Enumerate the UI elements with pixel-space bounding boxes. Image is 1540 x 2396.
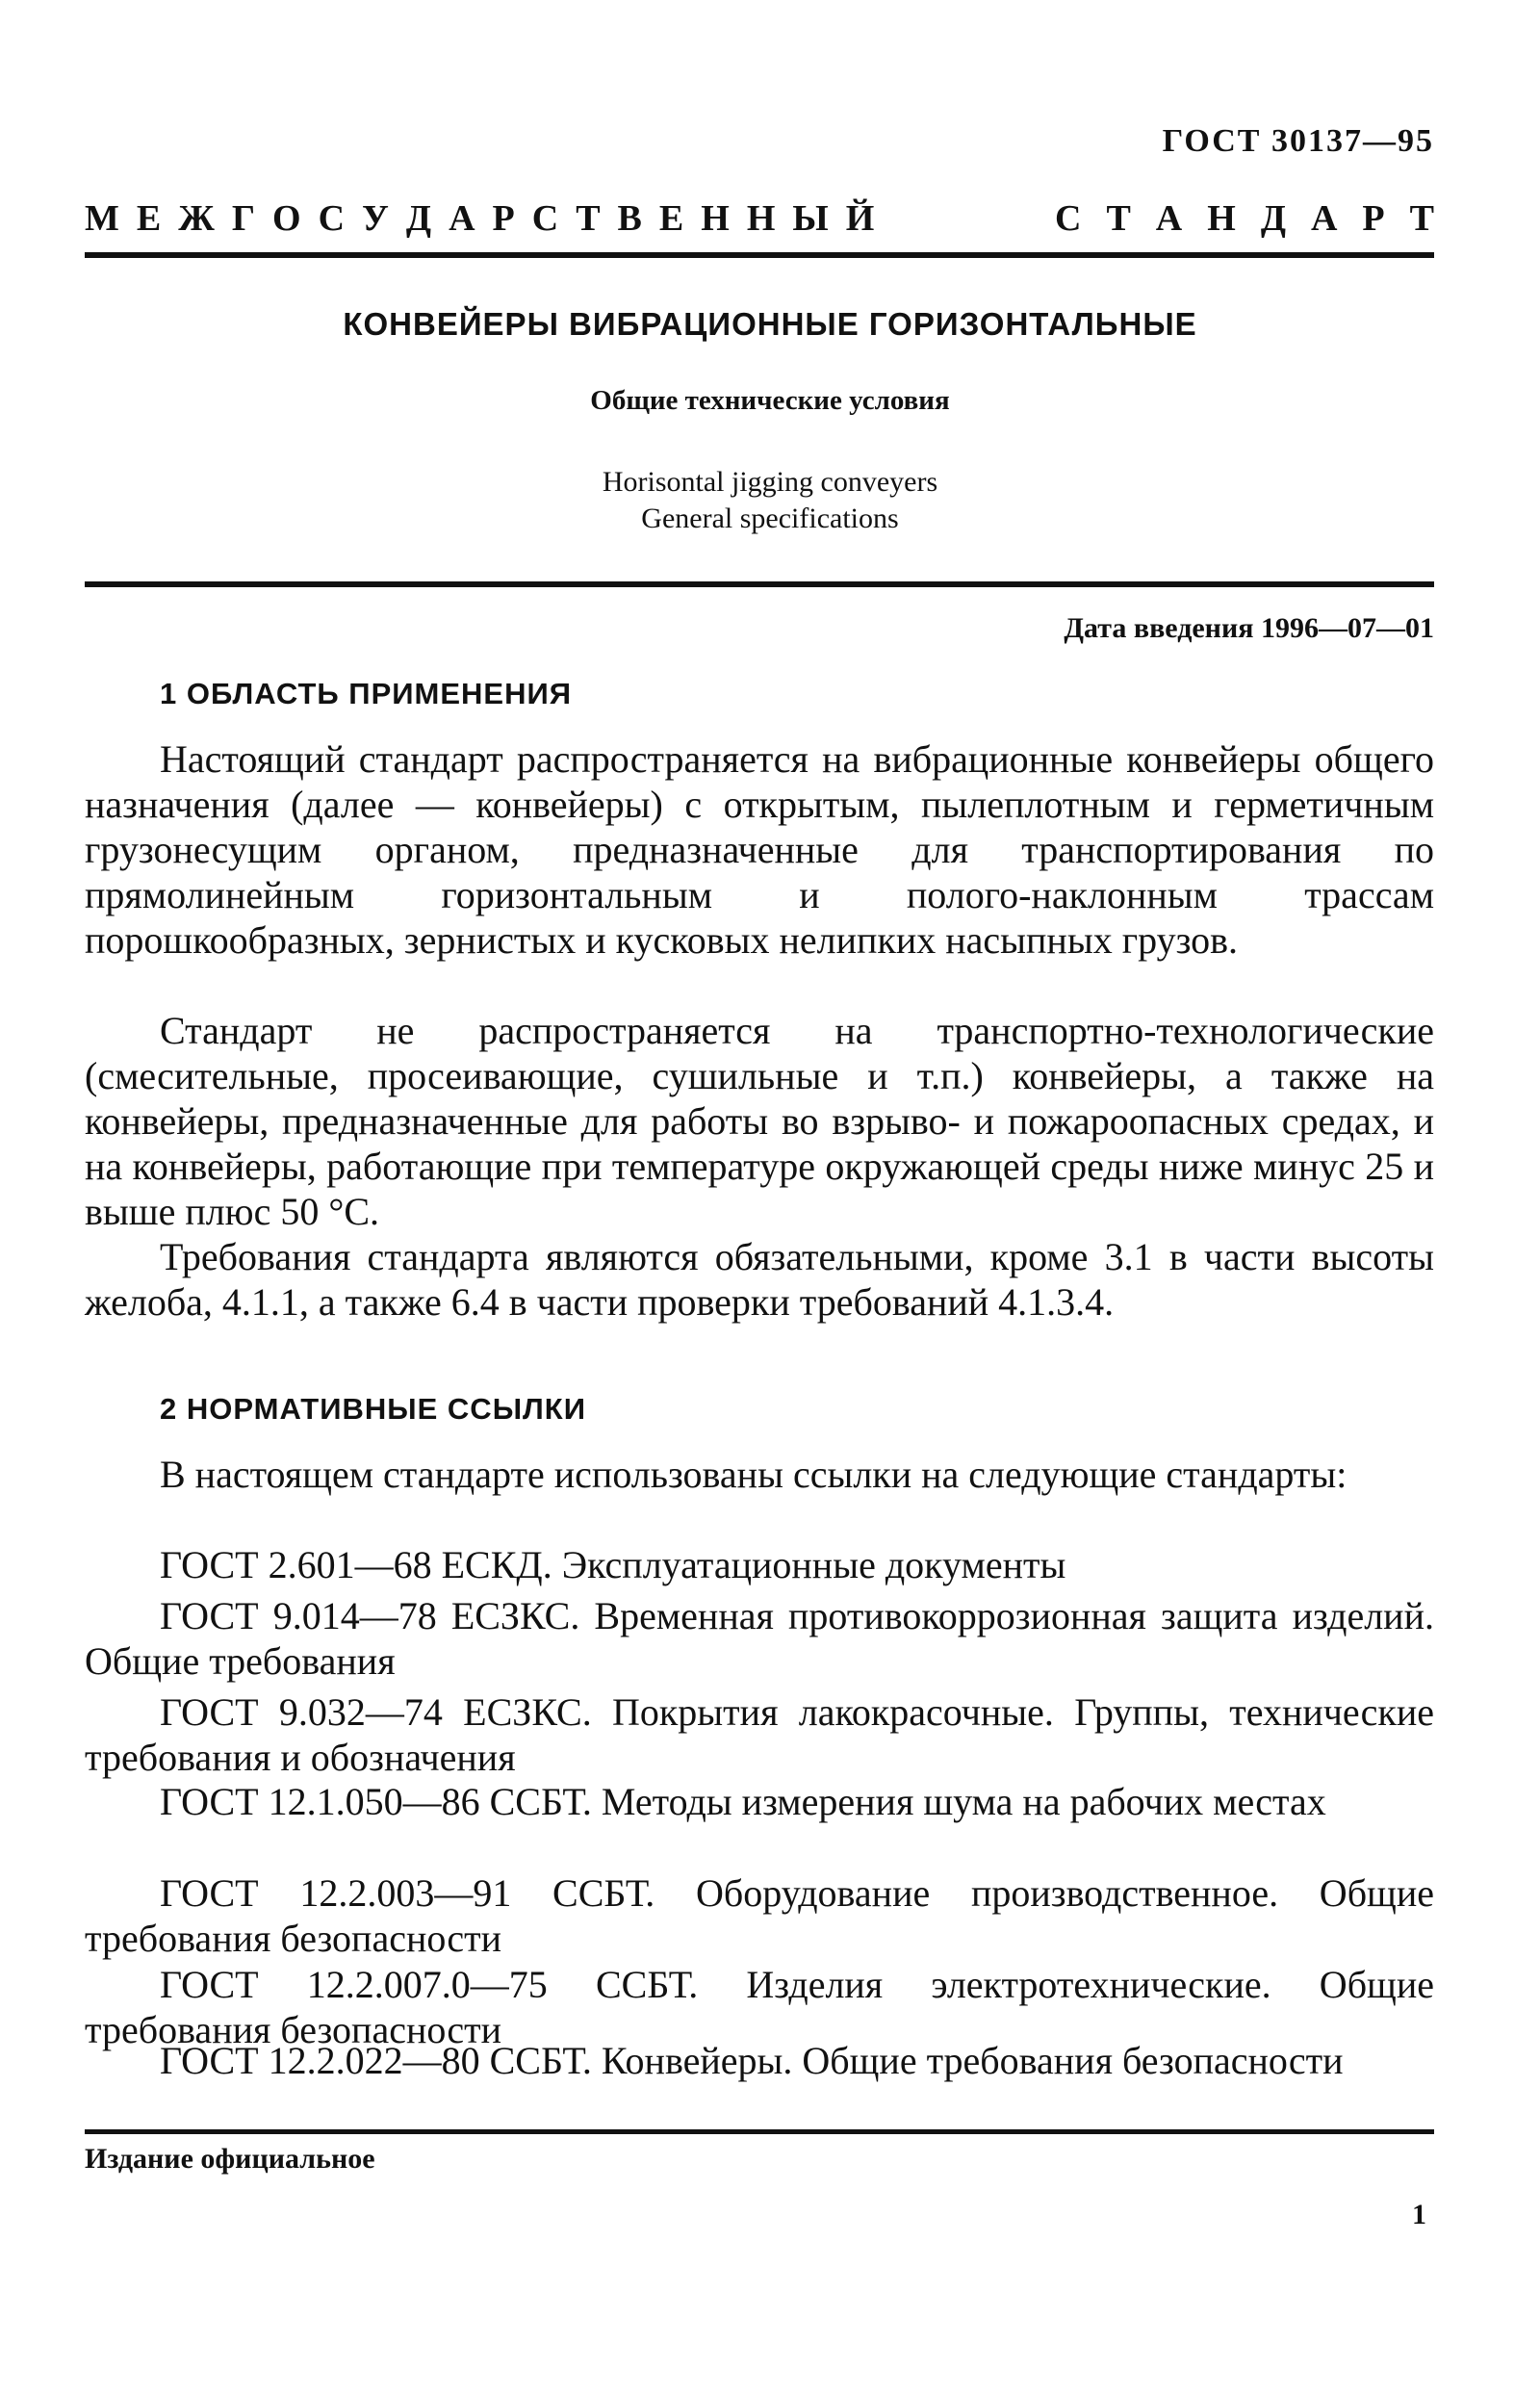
interstate-standard-banner: [85, 197, 1434, 240]
banner-letter: Т: [1409, 198, 1434, 239]
banner-letter: Т: [576, 198, 601, 239]
banner-letter: Й: [845, 198, 875, 239]
section-1-paragraph-3: Требования стандарта являются обязательными, кроме 3.1 в части высоты желоба, 4.1.1, а также 6.4 в части проверки требований 4.1.3.4.: [85, 1235, 1434, 1324]
document-number: ГОСТ 30137—95: [1162, 123, 1434, 159]
banner-letter: Д: [405, 198, 432, 239]
section-1-paragraph-2: Стандарт не распространяется на транспортно-технологические (смесительные, просеивающие, сушильные и т.п.) конвейеры, а также на конвейеры, предназначенные для работы во взрыво- и пожароопасных средах, и на конвейеры, работающие при температуре окружающей среды ниже минус 25 и выше плюс 50 °С.: [85, 1009, 1434, 1233]
normative-reference: ГОСТ 9.032—74 ЕСЗКС. Покрытия лакокрасочные. Группы, технические требования и обозначения: [85, 1690, 1434, 1779]
banner-letter: Р: [492, 198, 515, 239]
banner-letter: Р: [1362, 198, 1385, 239]
banner-letter: М: [85, 198, 119, 239]
normative-reference: ГОСТ 12.2.007.0—75 ССБТ. Изделия электротехнические. Общие требования безопасности: [85, 1963, 1434, 2051]
normative-reference: ГОСТ 12.2.003—91 ССБТ. Оборудование производственное. Общие требования безопасности: [85, 1871, 1434, 1960]
banner-letter: А: [449, 198, 475, 239]
banner-letter: Г: [231, 198, 255, 239]
section-2-intro: В настоящем стандарте использованы ссылки на следующие стандарты:: [160, 1453, 1348, 1496]
english-title-line-1: Horisontal jigging conveyers: [602, 466, 938, 498]
banner-letter: Н: [701, 198, 730, 239]
footer-divider: [85, 2129, 1434, 2134]
section-1-paragraph-1: Настоящий стандарт распространяется на вибрационные конвейеры общего назначения (далее — конвейеры) с открытым, пылеплотным и герметичным грузонесущим органом, предназначенные для транспортирования по прямолинейным горизонтальным и полого-наклонным трассам порошкообразных, зернистых и кусковых нелипких насыпных грузов.: [85, 737, 1434, 962]
banner-letter: Н: [1207, 198, 1236, 239]
normative-reference: ГОСТ 9.014—78 ЕСЗКС. Временная противокоррозионная защита изделий. Общие требования: [85, 1594, 1434, 1683]
title-divider: [85, 581, 1434, 587]
banner-word-standard: [1055, 197, 1434, 240]
english-title-line-2: General specifications: [641, 502, 899, 534]
banner-letter: В: [617, 198, 642, 239]
banner-letter: Ж: [178, 198, 215, 239]
page-number: 1: [1412, 2199, 1426, 2230]
normative-reference: ГОСТ 12.2.022—80 ССБТ. Конвейеры. Общие требования безопасности: [160, 2039, 1344, 2082]
banner-letter: Ы: [792, 198, 829, 239]
banner-letter: С: [318, 198, 346, 239]
banner-letter: А: [1155, 198, 1183, 239]
banner-letter: Д: [1260, 198, 1286, 239]
banner-letter: С: [531, 198, 559, 239]
document-title: КОНВЕЙЕРЫ ВИБРАЦИОННЫЕ ГОРИЗОНТАЛЬНЫЕ: [343, 306, 1197, 342]
banner-letter: Е: [136, 198, 162, 239]
document-subtitle: Общие технические условия: [590, 385, 950, 416]
introduction-date: Дата введения 1996—07—01: [1064, 612, 1434, 644]
section-1-heading: 1 ОБЛАСТЬ ПРИМЕНЕНИЯ: [160, 677, 573, 710]
banner-letter: С: [1054, 198, 1082, 239]
banner-letter: Е: [658, 198, 684, 239]
banner-letter: У: [362, 198, 389, 239]
banner-word-interstate: [85, 197, 874, 240]
banner-letter: А: [1310, 198, 1338, 239]
header-divider: [85, 252, 1434, 258]
edition-note: Издание официальное: [85, 2143, 375, 2175]
banner-letter: Т: [1106, 198, 1131, 239]
section-2-heading: 2 НОРМАТИВНЫЕ ССЫЛКИ: [160, 1392, 586, 1426]
normative-reference: ГОСТ 12.1.050—86 ССБТ. Методы измерения шума на рабочих местах: [160, 1780, 1326, 1823]
banner-letter: О: [272, 198, 301, 239]
banner-letter: Н: [746, 198, 776, 239]
normative-reference: ГОСТ 2.601—68 ЕСКД. Эксплуатационные документы: [160, 1543, 1066, 1586]
